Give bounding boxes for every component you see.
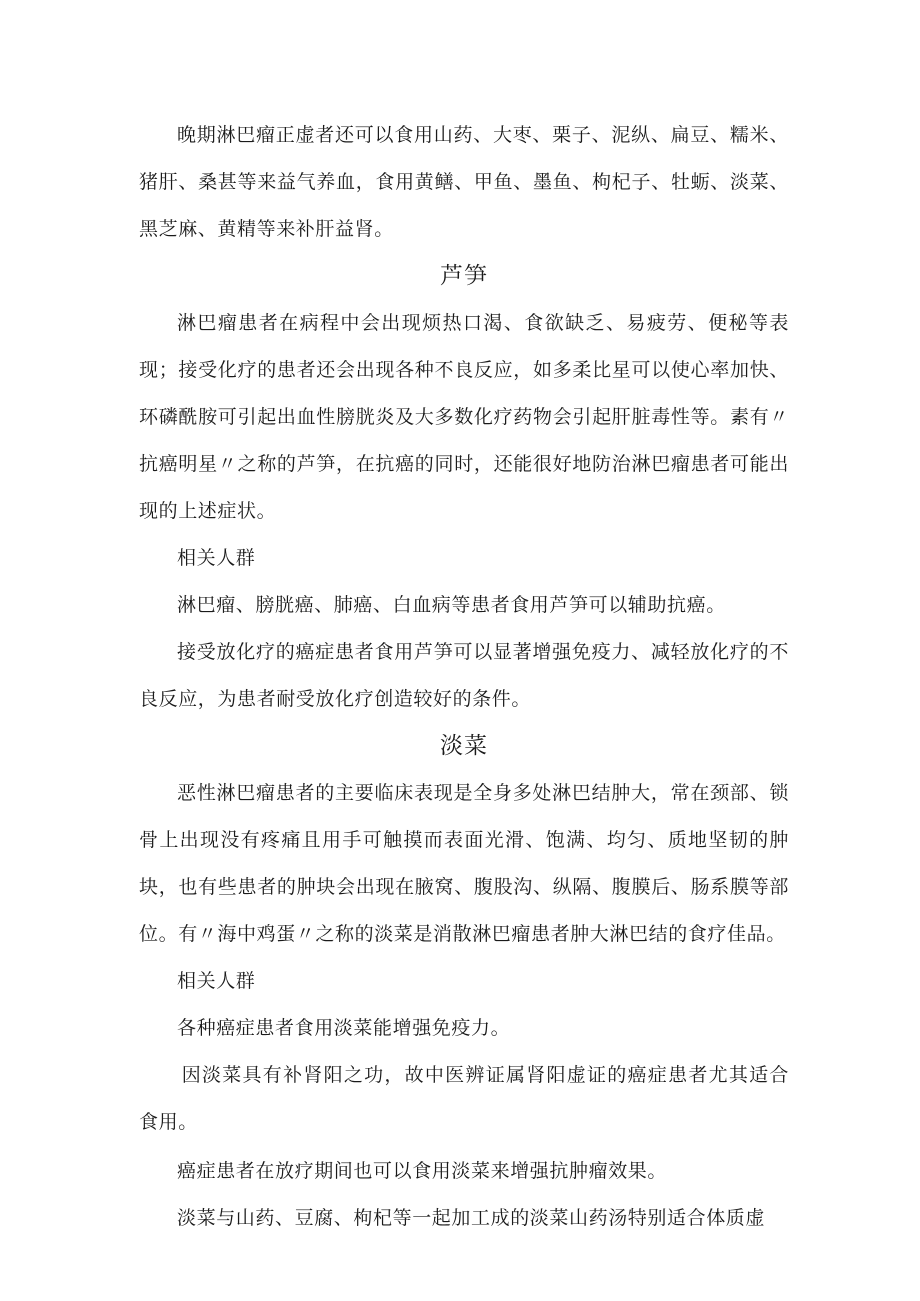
asparagus-group-1: 淋巴瘤、膀胱癌、肺癌、白血病等患者食用芦笋可以辅助抗癌。: [177, 594, 726, 616]
mussel-group-1: 各种癌症患者食用淡菜能增强免疫力。: [177, 1017, 511, 1039]
asparagus-description: 淋巴瘤患者在病程中会出现烦热口渴、食欲缺乏、易疲劳、便秘等表现；接受化疗的患者还会出现各种不良反应，如多柔比星可以使心率加快、环磷酰胺可引起出血性膀胱炎及大多数化疗药物会引起肝脏毒性等。素有〃抗癌明星〃之称的芦笋，在抗癌的同时，还能很好地防治淋巴瘤患者可能出现的上述症状。: [139, 312, 789, 522]
mussel-group-3: 癌症患者在放疗期间也可以食用淡菜来增强抗肿瘤效果。: [177, 1160, 668, 1182]
intro-paragraph: 晚期淋巴瘤正虚者还可以食用山药、大枣、栗子、泥纵、扁豆、糯米、猪肝、桑甚等来益气养血，食用黄鳝、甲鱼、墨鱼、枸杞子、牡蛎、淡菜、黑芝麻、黄精等来补肝益肾。: [139, 124, 789, 240]
mussel-subheading: 相关人群: [177, 970, 256, 992]
section-heading-asparagus: 芦笋: [440, 263, 488, 289]
mussel-description: 恶性淋巴瘤患者的主要临床表现是全身多处淋巴结肿大，常在颈部、锁骨上出现没有疼痛且用手可触摸而表面光滑、饱满、均匀、质地坚韧的肿块，也有些患者的肿块会出现在腋窝、腹股沟、纵隔、腹膜后、肠系膜等部位。有〃海中鸡蛋〃之称的淡菜是消散淋巴瘤患者肿大淋巴结的食疗佳品。: [139, 782, 789, 945]
document-page: [139, 112, 789, 1242]
asparagus-subheading: 相关人群: [177, 547, 256, 569]
section-heading-mussel: 淡菜: [440, 733, 488, 759]
mussel-group-2: 因淡菜具有补肾阳之功，故中医辨证属肾阳虚证的癌症患者尤其适合食用。: [139, 1064, 789, 1133]
asparagus-group-2: 接受放化疗的癌症患者食用芦笋可以显著增强免疫力、减轻放化疗的不良反应，为患者耐受放化疗创造较好的条件。: [139, 641, 789, 710]
mussel-group-4: 淡菜与山药、豆腐、枸杞等一起加工成的淡菜山药汤特别适合体质虚: [177, 1207, 766, 1229]
